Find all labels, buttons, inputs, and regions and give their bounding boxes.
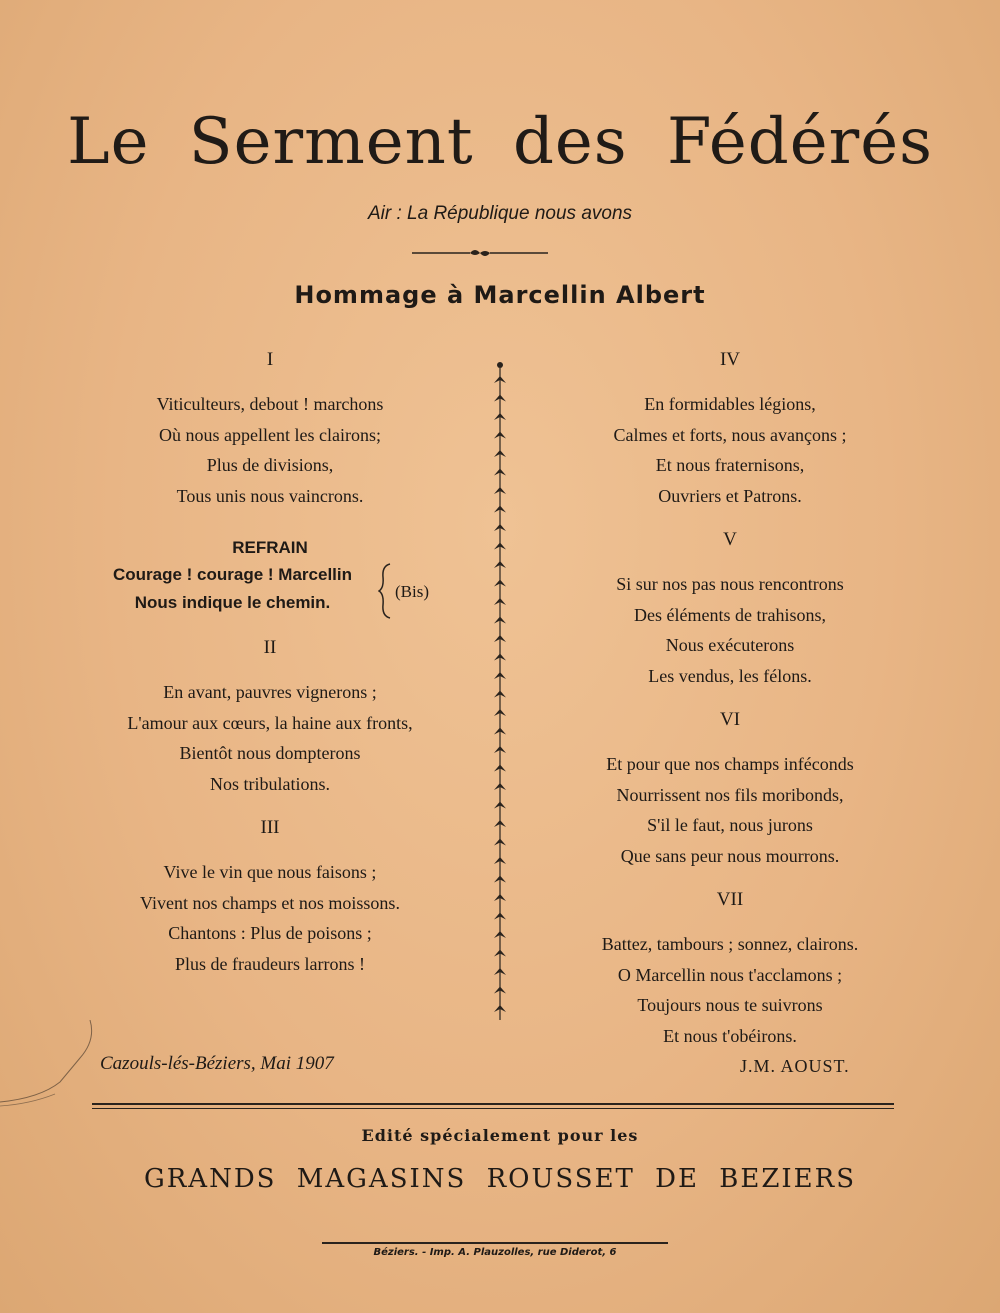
stanza-number: II [263, 637, 277, 658]
printer-imprint: Béziers. - Imp. A. Plauzolles, rue Diderot, 6 [373, 1247, 617, 1258]
verse-line: Et nous t'obéirons. [663, 1025, 797, 1046]
stanza-number: VII [716, 889, 744, 910]
verse-line: Ouvriers et Patrons. [658, 485, 802, 506]
refrain-line: Nous indique le chemin. [134, 593, 331, 612]
verse-line: Tous unis nous vaincrons. [176, 485, 364, 506]
brace-ornament [378, 562, 392, 620]
verse-line: Si sur nos pas nous rencontrons [616, 574, 844, 594]
refrain [60, 565, 480, 627]
stanza-number: VI [719, 709, 741, 730]
edited-by-line: Edité spécialement pour les [361, 1126, 639, 1145]
air-subtitle: Air : La République nous avons [367, 203, 633, 224]
verse-line: Chantons : Plus de poisons ; [168, 923, 372, 943]
verse-line: Nos tribulations. [210, 773, 330, 794]
verse-line: Viticulteurs, debout ! marchons [156, 394, 384, 414]
store-name: GRANDS MAGASINS ROUSSET DE BEZIERS [143, 1164, 857, 1194]
place-date: Cazouls-lés-Béziers, Mai 1907 [100, 1053, 334, 1074]
repeat-marker: (Bis) [395, 582, 429, 601]
verse-line: L'amour aux cœurs, la haine aux fronts, [127, 712, 413, 733]
dedication-heading: Hommage à Marcellin Albert [294, 281, 706, 309]
verse-line: Les vendus, les félons. [648, 665, 812, 686]
author-signature: J.M. AOUST. [740, 1056, 850, 1076]
verse-line: En avant, pauvres vignerons ; [163, 682, 377, 702]
verse-line: Et pour que nos champs inféconds [606, 754, 854, 774]
stanza [60, 813, 480, 979]
verse-line: O Marcellin nous t'acclamons ; [617, 964, 843, 985]
verse-line: Que sans peur nous mourrons. [620, 845, 840, 866]
verse-line: Où nous appellent les clairons; [159, 424, 381, 445]
vine-divider-ornament [490, 360, 510, 1025]
stanza [520, 525, 940, 691]
verse-line: Et nous fraternisons, [655, 455, 805, 475]
refrain-line: Courage ! courage ! Marcellin [113, 565, 352, 584]
verse-line: Bientôt nous dompterons [179, 743, 361, 763]
printer-rule [322, 1242, 668, 1244]
stanza-number: III [260, 817, 280, 838]
stanza [60, 345, 480, 511]
verse-line: Vive le vin que nous faisons ; [163, 862, 377, 882]
left-column [60, 345, 480, 979]
refrain-title: REFRAIN [232, 538, 308, 557]
stanza [520, 705, 940, 871]
verse-line: Des éléments de trahisons, [634, 604, 826, 625]
stanza-number: I [266, 349, 274, 370]
verse-line: Calmes et forts, nous avançons ; [613, 424, 847, 445]
verse-line: Toujours nous te suivrons [637, 995, 823, 1015]
verse-line: Vivent nos champs et nos moissons. [140, 892, 400, 913]
verse-line: Nous exécuterons [665, 635, 795, 655]
footer-double-rule [92, 1103, 894, 1109]
stanza-number: V [723, 529, 737, 550]
stanza [520, 885, 940, 1051]
title-rule-ornament [412, 247, 548, 259]
verse-line: Plus de divisions, [206, 455, 334, 475]
stanza-number: IV [719, 349, 741, 370]
verse-line: Battez, tambours ; sonnez, clairons. [601, 934, 859, 954]
paper-crease [0, 1020, 110, 1110]
stanza [520, 345, 940, 511]
verse-line: S'il le faut, nous jurons [647, 815, 813, 835]
page-title: Le Serment des Fédérés [67, 105, 933, 179]
stanza [60, 633, 480, 799]
right-column [520, 345, 940, 1051]
verse-line: Plus de fraudeurs larrons ! [175, 953, 365, 974]
verse-line: En formidables légions, [644, 394, 816, 414]
verse-line: Nourrissent nos fils moribonds, [616, 784, 844, 805]
